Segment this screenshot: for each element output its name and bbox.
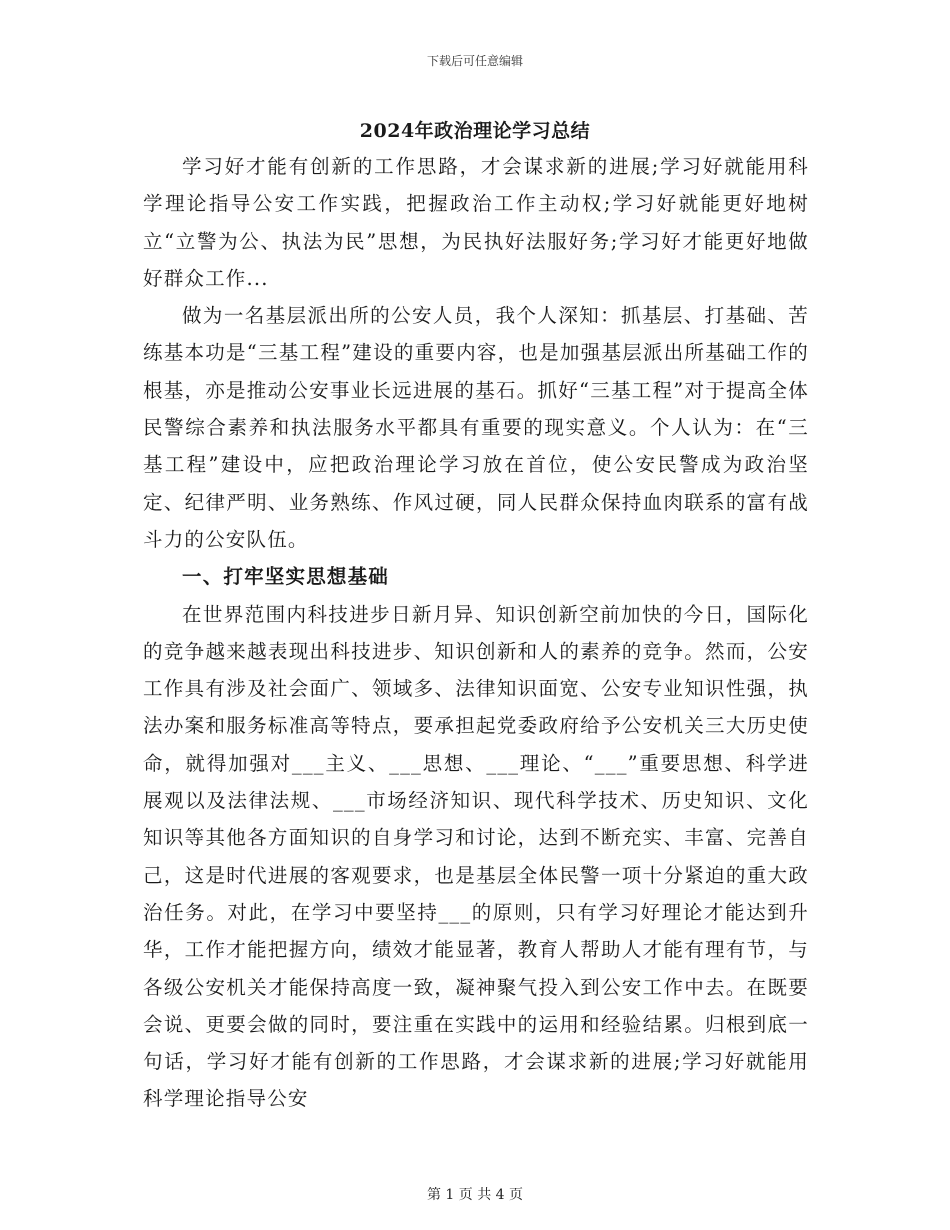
paragraph-1: 学习好才能有创新的工作思路，才会谋求新的进展;学习好就能用科学理论指导公安工作实践，把握政治工作主动权;学习好就能更好地树立“立警为公、执法为民”思想，为民执好法服好务;学习好才能更好地做好群众工作... <box>143 155 809 290</box>
document-title: 2024年政治理论学习总结 <box>359 120 591 142</box>
document-body <box>143 148 809 1118</box>
header-note: 下载后可任意编辑 <box>426 54 523 68</box>
paragraph-2: 做为一名基层派出所的公安人员，我个人深知：抓基层、打基础、苦练基本功是“三基工程”建设的重要内容，也是加强基层派出所基础工作的根基，亦是推动公安事业长远进展的基石。抓好“三基工程”对于提高全体民警综合素养和执法服务水平都具有重要的现实意义。个人认为：在“三基工程”建设中，应把政治理论学习放在首位，使公安民警成为政治坚定、纪律严明、业务熟练、作风过硬，同人民群众保持血肉联系的富有战斗力的公安队伍。 <box>143 304 809 551</box>
section-heading: 一、打牢坚实思想基础 <box>182 565 390 589</box>
page-number: 第 1 页 共 4 页 <box>426 1187 524 1203</box>
paragraph-3: 在世界范围内科技进步日新月异、知识创新空前加快的今日，国际化的竞争越来越表现出科技进步、知识创新和人的素养的竞争。然而，公安工作具有涉及社会面广、领域多、法律知识面宽、公安专业知识性强，执法办案和服务标准高等特点，要承担起党委政府给予公安机关三大历史使命，就得加强对___主义、___思想、___理论、“___”重要思想、科学进展观以及法律法规、___市场经济知识、现代科学技术、历史知识、文化知识等其他各方面知识的自身学习和讨论，达到不断充实、丰富、完善自己，这是时代进展的客观要求，也是基层全体民警一项十分紧迫的重大政治任务。对此，在学习中要坚持___的原则，只有学习好理论才能达到升华，工作才能把握方向，绩效才能显著，教育人帮助人才能有理有节，与各级公安机关才能保持高度一致，凝神聚气投入到公安工作中去。在既要会说、更要会做的同时，要注重在实践中的运用和经验结累。归根到底一句话，学习好才能有创新的工作思路，才会谋求新的进展;学习好就能用科学理论指导公安 <box>143 602 809 1111</box>
